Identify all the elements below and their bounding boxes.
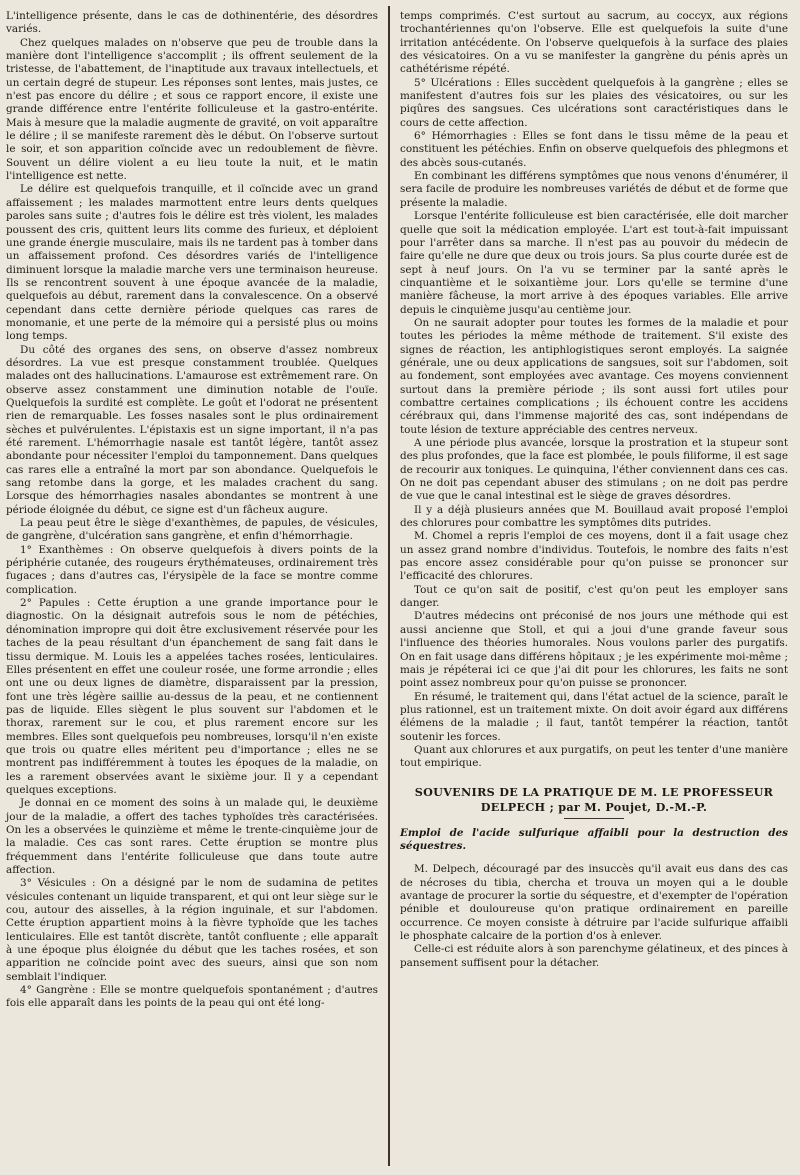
paragraph: 3° Vésicules : On a désigné par le nom de sudamina de petites vésicules contenant un liquide transparent, et qui ont leur siège sur le cou, autour des aisselles, à la région inguinale, et sur l'abdomen. Cette éruption appartient moins à la fièvre typhoïde que les taches lenticulaires. Elle est tantôt discrète, tantôt confluente ; elle apparaît à une époque plus éloignée du début que les taches rosées, et son apparition ne coïncide point avec des sueurs, ainsi que son nom semblait l'indiquer. [6,877,378,983]
paragraph: A une période plus avancée, lorsque la prostration et la stupeur sont des plus profondes, que la face est plombée, le pouls filiforme, il est sage de recourir aux toniques. Le quinquina, l'éther conviennent dans ces cas. On ne doit pas cependant abuser des stimulans ; on ne doit pas perdre de vue que le canal intestinal est le siège de graves désordres. [400,437,788,503]
paragraph: 5° Ulcérations : Elles succèdent quelquefois à la gangrène ; elles se manifestent d'autres fois sur les plaies des vésicatoires, ou sur les piqûres des sangsues. Ces ulcérations sont caractéristiques dans le cours de cette affection. [400,76,788,129]
paragraph: La peau peut être le siège d'exanthèmes, de papules, de vésicules, de gangrène, d'ulcération sans gangrène, et enfin d'hémorrhagie. [6,517,378,543]
paragraph: En résumé, le traitement qui, dans l'état actuel de la science, paraît le plus rationnel, est un traitement mixte. On doit avoir égard aux différens élémens de la maladie ; il faut, tantôt tempérer la réaction, tantôt soutenir les forces. [400,690,788,743]
paragraph: Chez quelques malades on n'observe que peu de trouble dans la manière dont l'intelligence s'accomplit ; ils offrent seulement de la tristesse, de l'abattement, de l'inaptitude aux travaux intellectuels, et un certain degré de stupeur. Les réponses sont lentes, mais justes, ce n'est pas encore du délire ; et sous ce rapport encore, il existe une grande différence entre l'entérite folliculeuse et la gastro-entérite. Mais à mesure que la maladie augmente de gravité, on voit apparaître le délire ; il se manifeste rarement dès le début. On l'observe surtout le soir, et son apparition coïncide avec un redoublement de fièvre. Souvent un délire violent a eu lieu toute la nuit, et le matin l'intelligence est nette. [6,36,378,183]
section-title: SOUVENIRS DE LA PRATIQUE DE M. LE PROFESSEUR DELPECH ; par M. Poujet, D.-M.-P. [414,784,774,814]
paragraph: temps comprimés. C'est surtout au sacrum, au coccyx, aux régions trochantériennes qu'on l'observe. Elle est quelquefois la suite d'une irritation antécédente. On l'observe quelquefois à la surface des plaies des vésicatoires. On a vu se manifester la gangrène du pénis après un cathétérisme répété. [400,10,788,76]
paragraph: 1° Exanthèmes : On observe quelquefois à divers points de la périphérie cutanée, des rougeurs érythémateuses, ordinairement très fugaces ; dans d'autres cas, l'érysipèle de la face se montre comme complication. [6,543,378,596]
paragraph: Le délire est quelquefois tranquille, et il coïncide avec un grand affaissement ; les malades marmottent entre leurs dents quelques paroles sans suite ; d'autres fois le délire est très violent, les malades poussent des cris, quittent leurs lits comme des furieux, et déploient une grande énergie musculaire, mais ils ne tardent pas à tomber dans un affaissement profond. Ces désordres variés de l'intelligence diminuent lorsque la maladie marche vers une terminaison heureuse. Ils se rencontrent souvent à une époque avancée de la maladie, quelquefois au début, rarement dans la convalescence. On a observé cependant dans cette dernière période quelques cas rares de monomanie, et une perte de la mémoire qui a persisté plus ou moins long temps. [6,183,378,343]
paragraph: M. Delpech, découragé par des insuccès qu'il avait eus dans des cas de nécroses du tibia, chercha et trouva un moyen qui a le double avantage de procurer la sortie du séquestre, et d'exempter de l'opération pénible et douloureuse qu'on pratique ordinairement en pareille occurrence. Ce moyen consiste à détruire par l'acide sulfurique affaibli le phosphate calcaire de la portion d'os à enlever. [400,863,788,942]
paragraph: Il y a déjà plusieurs années que M. Bouillaud avait proposé l'emploi des chlorures pour combattre les symptômes dits putrides. [400,503,788,530]
title-rule [564,818,624,819]
paragraph: Lorsque l'entérite folliculeuse est bien caractérisée, elle doit marcher quelle que soit la médication employée. L'art est tout-à-fait impuissant pour l'arrêter dans sa marche. Il n'est pas au pouvoir du médecin de faire qu'elle ne dure que deux ou trois jours. Sa plus courte durée est de sept à neuf jours. On l'a vu se terminer par la santé après le cinquantième et le soixantième jour. Lors qu'elle se termine d'une manière fâcheuse, la mort arrive à des époques variables. Elle arrive depuis le cinquième jusqu'au centième jour. [400,210,788,316]
right-column [400,10,788,970]
paragraph: Quant aux chlorures et aux purgatifs, on peut les tenter d'une manière tout empirique. [400,743,788,770]
left-column [6,10,378,1011]
column-divider [388,6,390,1166]
paragraph: En combinant les différens symptômes que nous venons d'énumérer, il sera facile de produire les nombreuses variétés de début et de forme que présente la maladie. [400,170,788,209]
paragraph: Du côté des organes des sens, on observe d'assez nombreux désordres. La vue est presque constamment troublée. Quelques malades ont des hallucinations. L'amaurose est extrêmement rare. On observe assez constamment une diminution notable de l'ouïe. Quelquefois la surdité est complète. Le goût et l'odorat ne présentent rien de remarquable. Les fosses nasales sont le plus ordinairement sèches et pulvérulentes. L'épistaxis est un signe important, il n'a pas été rarement. L'hémorrhagie nasale est tantôt légère, tantôt assez abondante pour nécessiter l'emploi du tamponnement. Dans quelques cas rares elle a entraîné la mort par son abondance. Quelquefois le sang retombe dans la gorge, et les malades crachent du sang. Lorsque des hémorrhagies nasales abondantes se montrent à une période éloignée du début, ce signe est d'un fâcheux augure. [6,343,378,516]
paragraph: Tout ce qu'on sait de positif, c'est qu'on peut les employer sans danger. [400,583,788,610]
paragraph: On ne saurait adopter pour toutes les formes de la maladie et pour toutes les périodes la même méthode de traitement. S'il existe des signes de réaction, les antiphlogistiques seront employés. La saignée générale, une ou deux applications de sangsues, soit sur l'abdomen, soit au fondement, sont employées avec avantage. Ces moyens conviennent surtout dans la première période ; ils sont aussi fort utiles pour combattre certaines complications ; ils échouent contre les accidens cérébraux qui, dans l'immense majorité des cas, sont indépendans de toute lésion de texture appréciable des centres nerveux. [400,316,788,436]
paragraph: M. Chomel a repris l'emploi de ces moyens, dont il a fait usage chez un assez grand nombre d'individus. Toutefois, le nombre des faits n'est pas encore assez considérable pour qu'on puisse se prononcer sur l'efficacité des chlorures. [400,530,788,583]
paragraph: 6° Hémorrhagies : Elles se font dans le tissu même de la peau et constituent les pétéchies. Enfin on observe quelquefois des phlegmons et des abcès sous-cutanés. [400,130,788,169]
paragraph: 2° Papules : Cette éruption a une grande importance pour le diagnostic. On la désignait autrefois sous le nom de pétéchies, dénomination impropre qui doit être exclusivement réservée pour les taches de la peau résultant d'un épanchement de sang fait dans le tissu dermique. M. Louis les a appelées taches rosées, lenticulaires. Elles présentent en effet une couleur rosée, une forme arrondie ; elles ont une ou deux lignes de diamètre, disparaissent par la pression, font une très légère saillie au-dessus de la peau, et ne contiennent pas de liquide. Elles siègent le plus souvent sur l'abdomen et le thorax, rarement sur le cou, et plus rarement encore sur les membres. Elles sont quelquefois peu nombreuses, lorsqu'il n'en existe que trois ou quatre elles méritent peu d'importance ; elles ne se montrent pas indifféremment à toutes les époques de la maladie, on les a rarement observées avant le sixième jour. Il y a cependant quelques exceptions. [6,597,378,796]
paragraph: 4° Gangrène : Elle se montre quelquefois spontanément ; d'autres fois elle apparaît dans les points de la peau qui ont été long- [6,984,378,1010]
paragraph: D'autres médecins ont préconisé de nos jours une méthode qui est aussi ancienne que Stoll, et qui a joui d'une grande faveur sous l'influence des théories humorales. Nous voulons parler des purgatifs. On en fait usage dans différens hôpitaux ; je les expérimente moi-même ; mais je répéterai ici ce que j'ai dit pour les chlorures, les faits ne sont point assez nombreux pour qu'on puisse se prononcer. [400,610,788,690]
paragraph: Je donnai en ce moment des soins à un malade qui, le deuxième jour de la maladie, a offert des taches typhoïdes très caractérisées. On les a observées le quinzième et même le trente-cinquième jour de la maladie. Ces cas sont rares. Cette éruption se montre plus fréquemment dans l'entérite folliculeuse que dans toute autre affection. [6,797,378,876]
paragraph: L'intelligence présente, dans le cas de dothinentérie, des désordres variés. [6,10,378,36]
section-subtitle: Emploi de l'acide sulfurique affaibli pour la destruction des séquestres. [400,826,788,852]
paragraph: Celle-ci est réduite alors à son parenchyme gélatineux, et des pinces à pansement suffisent pour la détacher. [400,943,788,969]
